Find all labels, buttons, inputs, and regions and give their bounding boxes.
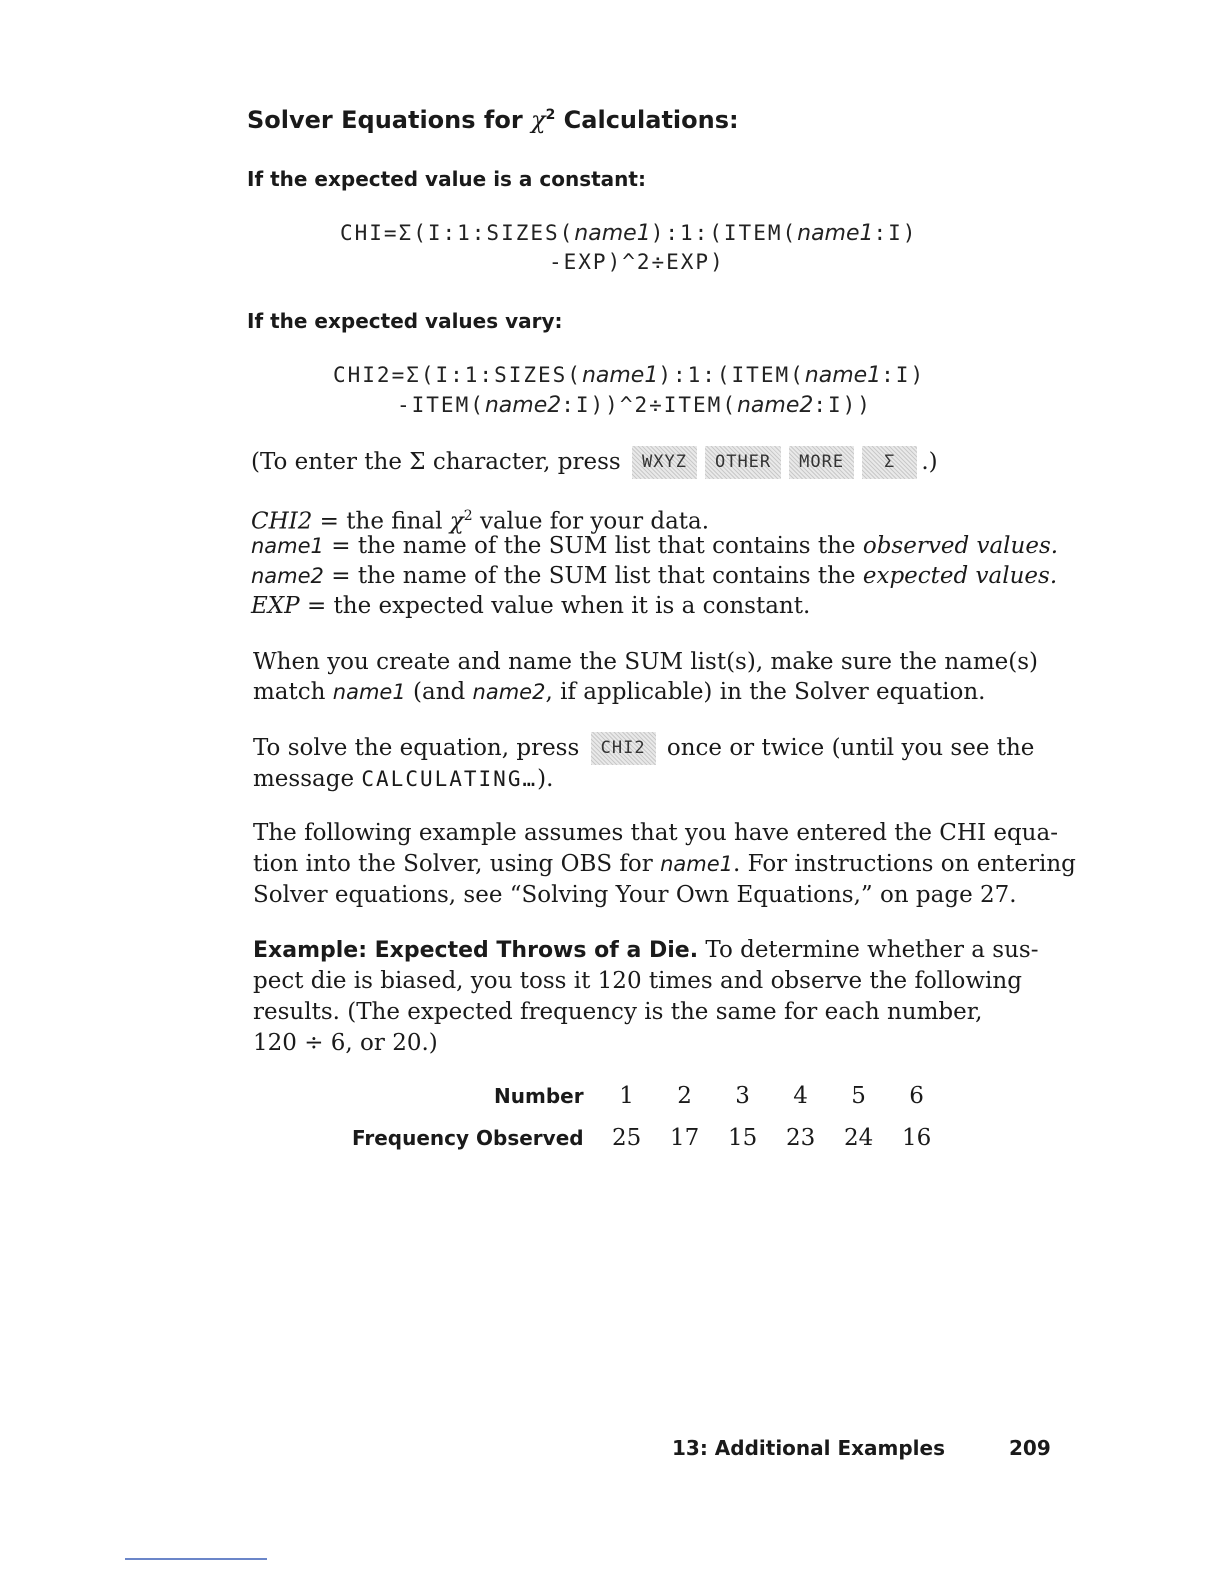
- para-names-line1: When you create and name the SUM list(s), make sure the name(s): [253, 649, 1039, 675]
- heading-chi: χ: [531, 106, 546, 134]
- example-line4: 120 ÷ 6, or 20.): [253, 1030, 438, 1056]
- para-text: , if applicable) in the Solver equation.: [545, 679, 986, 705]
- def-chi: χ: [449, 508, 464, 535]
- example-line3: results. (The expected frequency is the same for each number,: [253, 999, 983, 1025]
- para-intro-line2: [253, 849, 1076, 880]
- eq-chi2-part: CHI2=Σ(I:1:SIZES(: [333, 363, 582, 387]
- eq-chi2-part: :I): [881, 363, 926, 387]
- para-intro-line3: Solver equations, see “Solving Your Own Equations,” on page 27.: [253, 882, 1017, 908]
- para-name1: name1: [660, 852, 734, 876]
- para-text: . For instructions on entering: [733, 851, 1076, 877]
- table-cell: 17: [669, 1125, 700, 1151]
- table-cell: 15: [727, 1125, 758, 1151]
- equation-chi2-line2: [397, 393, 872, 418]
- def-term: CHI2: [251, 508, 313, 535]
- case-constant-label: If the expected value is a constant:: [247, 167, 646, 191]
- case-vary-label: If the expected values vary:: [247, 309, 563, 333]
- eq-chi-part: ):1:(ITEM(: [650, 221, 798, 245]
- para-text: once or twice (until you see the: [666, 735, 1035, 761]
- table-cell: 23: [785, 1125, 816, 1151]
- heading-sup: 2: [545, 107, 556, 123]
- table-row: [352, 1117, 946, 1159]
- key-sigma[interactable]: Σ: [862, 446, 917, 479]
- para-name2: name2: [472, 680, 546, 704]
- para-names-line2: [253, 677, 985, 708]
- para-intro-line1: The following example assumes that you have entered the CHI equa-: [253, 820, 1058, 846]
- para-text: ).: [537, 766, 554, 792]
- key-chi2[interactable]: CHI2: [591, 732, 656, 765]
- table-cell: 24: [843, 1125, 874, 1151]
- def-emph: observed values.: [862, 533, 1059, 559]
- table-cell: 5: [851, 1083, 866, 1109]
- eq-chi2-name1b: name1: [804, 363, 882, 388]
- frequency-table: [352, 1075, 946, 1159]
- equation-chi-line2: -EXP)^2÷EXP): [549, 250, 725, 274]
- para-text: message: [253, 766, 362, 792]
- sigma-note: [251, 446, 938, 479]
- footer-page-number: 209: [1009, 1436, 1051, 1460]
- table-cell: 2: [677, 1083, 692, 1109]
- example-text: To determine whether a sus-: [698, 937, 1039, 963]
- def-term: name2: [251, 564, 324, 588]
- table-cell: 6: [909, 1083, 924, 1109]
- heading-post: Calculations:: [555, 106, 739, 134]
- table-cell: 1: [619, 1083, 634, 1109]
- table-cell: 16: [901, 1125, 932, 1151]
- row-label: Frequency Observed: [352, 1126, 584, 1150]
- def-emph: expected values.: [862, 563, 1058, 589]
- row-label: Number: [494, 1084, 584, 1108]
- sigma-note-end: .): [921, 449, 938, 475]
- eq-chi2-part: ):1:(ITEM(: [658, 363, 805, 387]
- para-solve-line2: [253, 764, 553, 795]
- para-text: To solve the equation, press: [253, 735, 580, 761]
- para-text: (and: [405, 679, 473, 705]
- definition-name2: [251, 561, 1057, 592]
- table-cell: 25: [611, 1125, 642, 1151]
- key-other[interactable]: OTHER: [705, 446, 781, 479]
- para-text: tion into the Solver, using OBS for: [253, 851, 661, 877]
- definition-exp: [251, 591, 810, 622]
- def-term: EXP: [251, 593, 300, 619]
- section-heading: [247, 106, 739, 134]
- key-wxyz[interactable]: WXYZ: [632, 446, 697, 479]
- eq-chi2-part: -ITEM(: [397, 393, 485, 417]
- eq-chi-part: CHI=Σ(I:1:SIZES(: [340, 221, 575, 245]
- example-line1: [253, 935, 1039, 966]
- eq-chi-name1b: name1: [797, 221, 874, 246]
- heading-pre: Solver Equations for: [247, 106, 532, 134]
- def-text: = the expected value when it is a constant.: [299, 593, 811, 619]
- table-cell: 4: [793, 1083, 808, 1109]
- eq-chi-part: :I): [873, 221, 918, 245]
- lcd-message: CALCULATING…: [361, 767, 538, 791]
- example-title: Example: Expected Throws of a Die.: [253, 938, 699, 963]
- eq-chi2-part: :I))^2÷ITEM(: [561, 393, 737, 417]
- table-row: [352, 1075, 946, 1117]
- eq-chi2-part: :I)): [813, 393, 872, 417]
- equation-chi-line1: [340, 221, 917, 246]
- def-text: = the final: [312, 508, 450, 535]
- def-text: = the name of the SUM list that contains the: [323, 533, 863, 559]
- footer-rule: [125, 1558, 267, 1560]
- table-cell: 3: [735, 1083, 750, 1109]
- eq-chi-name1: name1: [574, 221, 651, 246]
- eq-chi2-name2: name2: [484, 393, 562, 418]
- example-line2: pect die is biased, you toss it 120 times and observe the following: [253, 968, 1022, 994]
- eq-chi2-name2b: name2: [736, 393, 814, 418]
- equation-chi2-line1: [333, 363, 925, 388]
- definition-name1: [251, 531, 1058, 562]
- sigma-note-text: (To enter the Σ character, press: [251, 449, 621, 475]
- key-more[interactable]: MORE: [789, 446, 854, 479]
- para-solve-line1: [253, 732, 1034, 765]
- def-sup: 2: [463, 508, 473, 524]
- def-text: value for your data.: [472, 508, 710, 535]
- def-term: name1: [251, 534, 324, 558]
- eq-chi2-name1: name1: [581, 363, 659, 388]
- footer-chapter: 13: Additional Examples: [672, 1436, 946, 1460]
- para-text: match: [253, 679, 333, 705]
- def-text: = the name of the SUM list that contains the: [323, 563, 863, 589]
- para-name1: name1: [332, 680, 406, 704]
